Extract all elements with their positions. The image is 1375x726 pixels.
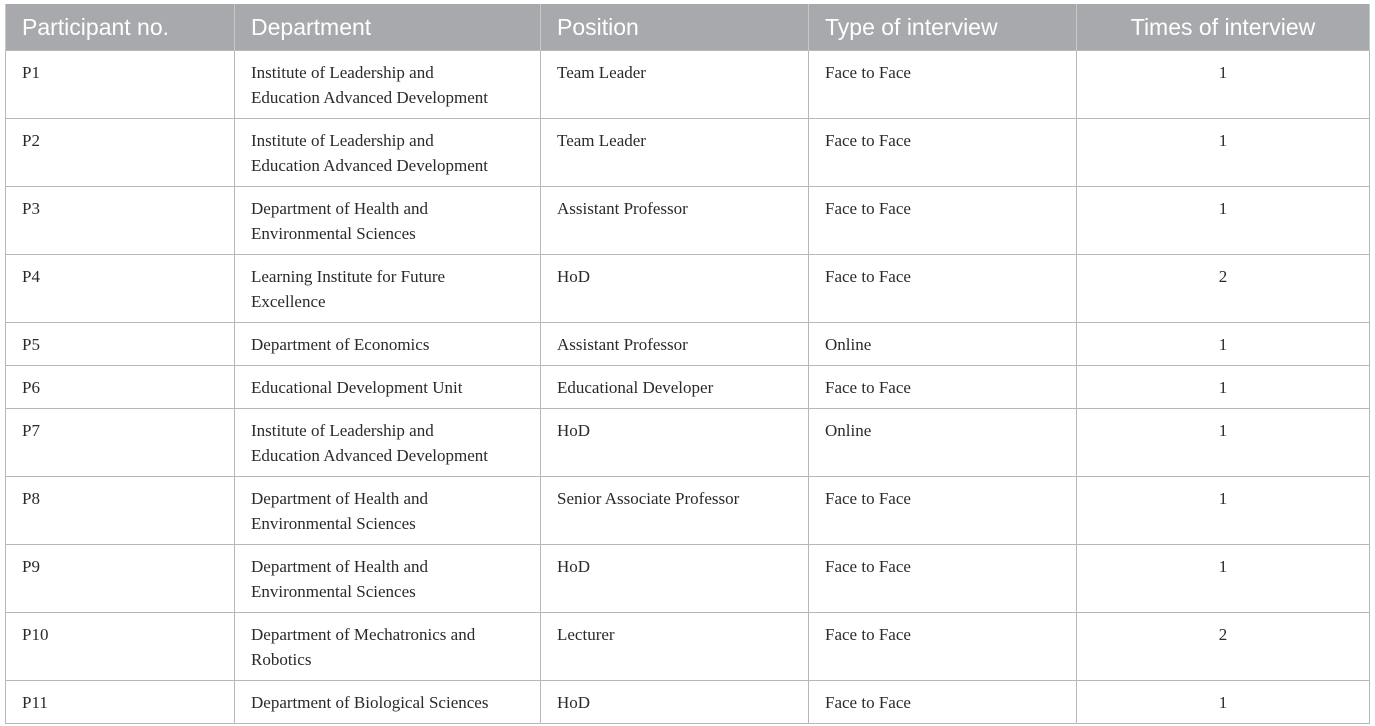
cell-interview-times: 1 — [1077, 366, 1370, 409]
table-row — [6, 366, 1370, 409]
cell-interview-type: Face to Face — [809, 51, 1077, 119]
cell-department — [235, 119, 541, 187]
cell-interview-type: Face to Face — [809, 545, 1077, 613]
cell-department — [235, 545, 541, 613]
table-row — [6, 51, 1370, 119]
table-row — [6, 119, 1370, 187]
cell-interview-type: Face to Face — [809, 187, 1077, 255]
cell-position: HoD — [541, 255, 809, 323]
cell-participant: P3 — [6, 187, 235, 255]
cell-participant: P9 — [6, 545, 235, 613]
department-line: Institute of Leadership and — [251, 131, 434, 150]
cell-position: Assistant Professor — [541, 323, 809, 366]
cell-interview-type: Face to Face — [809, 613, 1077, 681]
department-line: Institute of Leadership and — [251, 421, 434, 440]
cell-position: Senior Associate Professor — [541, 477, 809, 545]
cell-department — [235, 187, 541, 255]
cell-position: Lecturer — [541, 613, 809, 681]
department-line: Environmental Sciences — [251, 581, 416, 601]
cell-department — [235, 409, 541, 477]
cell-participant: P7 — [6, 409, 235, 477]
cell-interview-times: 2 — [1077, 613, 1370, 681]
header-participant-no: Participant no. — [6, 4, 235, 51]
cell-position: Team Leader — [541, 119, 809, 187]
cell-interview-type: Face to Face — [809, 477, 1077, 545]
cell-participant: P4 — [6, 255, 235, 323]
header-type-of-interview: Type of interview — [809, 4, 1077, 51]
department-line: Department of Economics — [251, 335, 430, 354]
department-line: Learning Institute for Future — [251, 267, 446, 286]
department-line: Environmental Sciences — [251, 513, 416, 533]
cell-position: Educational Developer — [541, 366, 809, 409]
department-line: Education Advanced Development — [251, 445, 488, 465]
cell-interview-type: Face to Face — [809, 255, 1077, 323]
header-times-of-interview: Times of interview — [1077, 4, 1370, 51]
cell-position: HoD — [541, 681, 809, 724]
department-line: Department of Mechatronics and — [251, 625, 476, 644]
cell-participant: P10 — [6, 613, 235, 681]
cell-interview-times: 1 — [1077, 51, 1370, 119]
cell-department — [235, 477, 541, 545]
table-row — [6, 323, 1370, 366]
cell-interview-type: Online — [809, 409, 1077, 477]
cell-interview-type: Face to Face — [809, 681, 1077, 724]
cell-position: HoD — [541, 409, 809, 477]
table-row — [6, 255, 1370, 323]
header-department: Department — [235, 4, 541, 51]
cell-interview-type: Face to Face — [809, 119, 1077, 187]
cell-participant: P5 — [6, 323, 235, 366]
department-line: Department of Biological Sciences — [251, 693, 489, 712]
department-line: Excellence — [251, 291, 326, 311]
department-line: Education Advanced Development — [251, 87, 488, 107]
cell-department — [235, 366, 541, 409]
cell-position: HoD — [541, 545, 809, 613]
department-line: Environmental Sciences — [251, 223, 416, 243]
cell-participant: P8 — [6, 477, 235, 545]
cell-department — [235, 51, 541, 119]
cell-position: Team Leader — [541, 51, 809, 119]
participants-table-container — [5, 4, 1369, 724]
table-row — [6, 613, 1370, 681]
table-row — [6, 187, 1370, 255]
cell-interview-times: 1 — [1077, 545, 1370, 613]
cell-department — [235, 613, 541, 681]
table-row — [6, 681, 1370, 724]
cell-department — [235, 323, 541, 366]
cell-participant: P2 — [6, 119, 235, 187]
department-line: Department of Health and — [251, 489, 429, 508]
department-line: Department of Health and — [251, 199, 429, 218]
cell-interview-times: 2 — [1077, 255, 1370, 323]
table-body — [6, 51, 1370, 724]
cell-interview-times: 1 — [1077, 477, 1370, 545]
cell-participant: P6 — [6, 366, 235, 409]
department-line: Department of Health and — [251, 557, 429, 576]
table-row — [6, 409, 1370, 477]
participants-table — [5, 4, 1370, 724]
table-header — [6, 4, 1370, 51]
cell-participant: P11 — [6, 681, 235, 724]
cell-interview-times: 1 — [1077, 119, 1370, 187]
cell-department — [235, 255, 541, 323]
department-line: Educational Development Unit — [251, 378, 463, 397]
cell-interview-type: Online — [809, 323, 1077, 366]
cell-interview-times: 1 — [1077, 681, 1370, 724]
cell-interview-times: 1 — [1077, 323, 1370, 366]
cell-interview-times: 1 — [1077, 409, 1370, 477]
table-row — [6, 545, 1370, 613]
header-position: Position — [541, 4, 809, 51]
header-row — [6, 4, 1370, 51]
cell-position: Assistant Professor — [541, 187, 809, 255]
table-row — [6, 477, 1370, 545]
cell-department — [235, 681, 541, 724]
department-line: Institute of Leadership and — [251, 63, 434, 82]
cell-participant: P1 — [6, 51, 235, 119]
department-line: Education Advanced Development — [251, 155, 488, 175]
department-line: Robotics — [251, 649, 312, 669]
cell-interview-times: 1 — [1077, 187, 1370, 255]
cell-interview-type: Face to Face — [809, 366, 1077, 409]
